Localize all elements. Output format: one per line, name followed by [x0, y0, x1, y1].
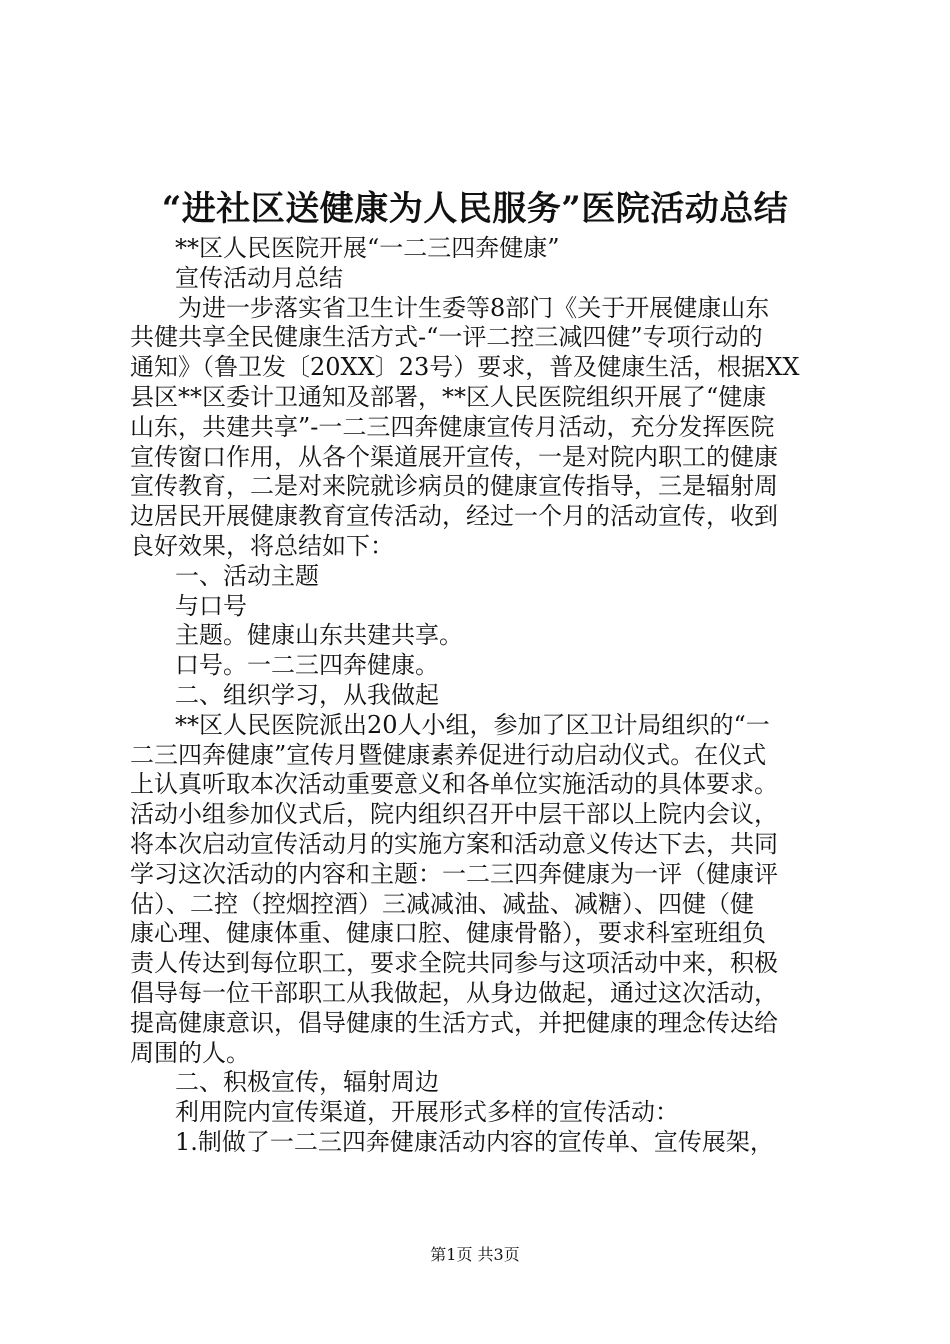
- text-line: 山东，共建共享”-一二三四奔健康宣传月活动，充分发挥医院: [130, 412, 775, 441]
- text-line: 利用院内宣传渠道，开展形式多样的宣传活动：: [175, 1098, 679, 1127]
- text-line: 与口号: [175, 591, 247, 620]
- text-line: 二三四奔健康”宣传月暨健康素养促进行动启动仪式。在仪式: [130, 740, 767, 769]
- text-line: 周围的人。: [130, 1038, 250, 1067]
- text-line: 责人传达到每位职工，要求全院共同参与这项活动中来，积极: [130, 949, 778, 978]
- text-line: 边居民开展健康教育宣传活动，经过一个月的活动宣传，收到: [130, 502, 778, 531]
- text-line: 宣传活动月总结: [175, 263, 343, 292]
- text-line: **区人民医院开展“一二三四奔健康”: [175, 234, 560, 262]
- text-line: 活动小组参加仪式后，院内组织召开中层干部以上院内会议，: [130, 800, 778, 829]
- text-line: 县区**区委计卫通知及部署，**区人民医院组织开展了“健康: [130, 382, 767, 411]
- text-line: 估）、二控（控烟控酒）三减减油、减盐、减糖）、四健（健: [130, 889, 754, 918]
- text-line: 将本次启动宣传活动月的实施方案和活动意义传达下去，共同: [130, 829, 778, 858]
- text-line: 二、积极宣传，辐射周边: [175, 1068, 439, 1097]
- document-body: [130, 234, 830, 1158]
- page-footer: 第1页 共3页: [430, 1245, 520, 1264]
- text-line: 1.制做了一二三四奔健康活动内容的宣传单、宣传展架，: [175, 1127, 774, 1156]
- text-line: 宣传窗口作用，从各个渠道展开宣传，一是对院内职工的健康: [130, 442, 778, 471]
- text-line: 提高健康意识，倡导健康的生活方式，并把健康的理念传达给: [130, 1008, 778, 1037]
- text-line: 倡导每一位干部职工从我做起，从身边做起，通过这次活动，: [130, 978, 778, 1007]
- text-line: 上认真听取本次活动重要意义和各单位实施活动的具体要求。: [130, 770, 778, 799]
- text-line: 学习这次活动的内容和主题：一二三四奔健康为一评（健康评: [130, 859, 778, 888]
- text-line: 二、组织学习，从我做起: [175, 680, 439, 709]
- document-title: “进社区送健康为人民服务”医院活动总结: [161, 189, 789, 229]
- text-line: 共健共享全民健康生活方式-“一评二控三减四健”专项行动的: [130, 323, 763, 352]
- text-line: 主题。健康山东共建共享。: [175, 621, 463, 650]
- text-line: 康心理、健康体重、健康口腔、健康骨骼），要求科室班组负: [130, 919, 766, 948]
- text-line: 口号。一二三四奔健康。: [175, 651, 439, 680]
- text-line: 宣传教育，二是对来院就诊病员的健康宣传指导，三是辐射周: [130, 472, 778, 501]
- text-line: 一、活动主题: [175, 561, 319, 590]
- text-line: **区人民医院派出20人小组，参加了区卫计局组织的“一: [175, 710, 770, 739]
- text-line: 为进一步落实省卫生计生委等8部门《关于开展健康山东: [178, 293, 770, 322]
- text-line: 良好效果，将总结如下：: [130, 531, 394, 560]
- text-line: 通知》（鲁卫发〔20XX〕23号）要求，普及健康生活，根据XX: [130, 353, 800, 382]
